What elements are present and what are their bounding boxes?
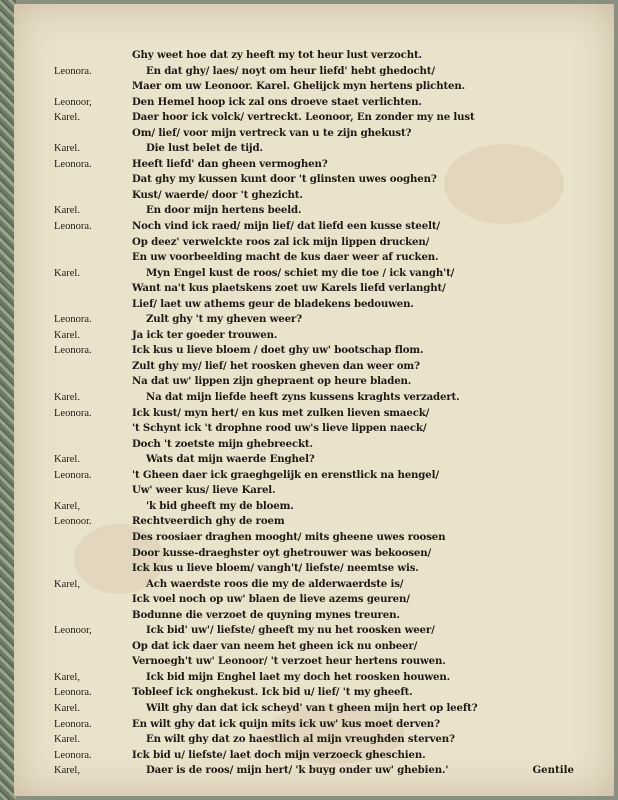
verse-text: Ick voel noch op uw' blaen de lieve azems geuren/ [132, 593, 410, 606]
speaker-name: Leonora. [54, 221, 92, 233]
verse-text: Heeft liefd' dan gheen vermoghen? [132, 157, 328, 170]
speaker-name: Karel. [54, 454, 80, 466]
speaker-name: Leonora. [54, 314, 92, 326]
speaker-name: Karel. [54, 392, 80, 404]
verse-text: Noch vind ick raed/ mijn lief/ dat liefd een kusse steelt/ [132, 220, 440, 233]
speaker-name: Leonora. [54, 469, 92, 481]
dialogue-line [54, 297, 574, 313]
speaker-name: Karel, [54, 765, 80, 777]
dialogue-line [54, 79, 574, 95]
dialogue-line [54, 406, 574, 422]
verse-text: Den Hemel hoop ick zal ons droeve staet verlichten. [132, 95, 422, 108]
dialogue-line [54, 483, 574, 499]
dialogue-line [54, 701, 574, 717]
speaker-name: Leonora. [54, 345, 92, 357]
verse-text: En door mijn hertens beeld. [146, 204, 302, 217]
dialogue-line [54, 266, 574, 282]
verse-text: Door kusse-draeghster oyt ghetrouwer was bekoosen/ [132, 546, 432, 559]
dialogue-text [54, 48, 574, 779]
dialogue-line [54, 250, 574, 266]
verse-text: 't Schynt ick 't drophne rood uw's lieve lippen naeck/ [132, 422, 427, 435]
speaker-name: Leonoor, [54, 625, 92, 637]
catchword: Gentile [532, 764, 574, 777]
verse-text: En uw voorbeelding macht de kus daer weer af rucken. [132, 251, 439, 264]
dialogue-line [54, 592, 574, 608]
verse-text: En wilt ghy dat ick quijn mits ick uw' kus moet derven? [132, 717, 440, 730]
verse-text: Daer hoor ick volck/ vertreckt. Leonoor, En zonder my ne lust [132, 111, 475, 124]
verse-text: Vernoegh't uw' Leonoor/ 't verzoet heur hertens rouwen. [132, 655, 446, 668]
dialogue-line [54, 717, 574, 733]
verse-text: Lief/ laet uw athems geur de bladekens bedouwen. [132, 297, 414, 310]
verse-text: Dat ghy my kussen kunt door 't glinsten uwes ooghen? [132, 173, 437, 186]
verse-text: Uw' weer kus/ lieve Karel. [132, 484, 276, 497]
speaker-name: Karel. [54, 112, 80, 124]
dialogue-line [54, 219, 574, 235]
dialogue-line [54, 763, 574, 779]
dialogue-line [54, 670, 574, 686]
dialogue-line [54, 359, 574, 375]
dialogue-line [54, 172, 574, 188]
dialogue-line [54, 748, 574, 764]
speaker-name: Leonora. [54, 65, 92, 77]
verse-text: Maer om uw Leonoor. Karel. Ghelijck myn hertens plichten. [132, 80, 466, 93]
verse-text: Daer is de roos/ mijn hert/ 'k buyg onder uw' ghebien.' [146, 764, 449, 777]
verse-text: Die lust belet de tijd. [146, 142, 263, 155]
verse-text: Ick bid' uw'/ liefste/ gheeft my nu het roosken weer/ [146, 624, 435, 637]
dialogue-line [54, 390, 574, 406]
dialogue-line [54, 328, 574, 344]
verse-text: Om/ lief/ voor mijn vertreck van u te zijn ghekust? [132, 126, 412, 139]
dialogue-line [54, 623, 574, 639]
dialogue-line [54, 421, 574, 437]
speaker-name: Leonora. [54, 718, 92, 730]
verse-text: Ick kus u lieve bloem/ vangh't/ liefste/ neemtse wis. [132, 562, 419, 575]
verse-text: Ja ick ter goeder trouwen. [132, 328, 278, 341]
dialogue-line [54, 157, 574, 173]
speaker-name: Leonora. [54, 749, 92, 761]
speaker-name: Leonoor, [54, 96, 92, 108]
dialogue-line [54, 452, 574, 468]
dialogue-line [54, 561, 574, 577]
verse-text: Myn Engel kust de roos/ schiet my die toe / ick vangh't/ [146, 266, 455, 279]
verse-text: Na dat mijn liefde heeft zyns kussens kraghts verzadert. [146, 391, 460, 404]
dialogue-line [54, 499, 574, 515]
verse-text: Tobleef ick onghekust. Ick bid u/ lief/ 't my gheeft. [132, 686, 413, 699]
dialogue-line [54, 141, 574, 157]
verse-text: Kust/ waerde/ door 't ghezicht. [132, 188, 303, 201]
verse-text: En wilt ghy dat zo haestlich al mijn vreughden sterven? [146, 733, 455, 746]
dialogue-line [54, 514, 574, 530]
dialogue-line [54, 343, 574, 359]
dialogue-line [54, 95, 574, 111]
dialogue-line [54, 64, 574, 80]
verse-text: En dat ghy/ laes/ noyt om heur liefd' hebt ghedocht/ [146, 64, 435, 77]
dialogue-line [54, 312, 574, 328]
dialogue-line [54, 468, 574, 484]
verse-text: Wats dat mijn waerde Enghel? [146, 453, 315, 466]
verse-text: Des roosiaer draghen mooght/ mits gheene uwes roosen [132, 530, 446, 543]
verse-text: 't Gheen daer ick graeghgelijk en erenstlick na hengel/ [132, 468, 439, 481]
verse-text: Zult ghy my/ lief/ het roosken gheven dan weer om? [132, 359, 420, 372]
verse-text: 'k bid gheeft my de bloem. [146, 499, 294, 512]
speaker-name: Karel. [54, 143, 80, 155]
verse-text: Ick bid u/ liefste/ laet doch mijn verzoeck gheschien. [132, 748, 426, 761]
verse-text: Ick bid mijn Enghel laet my doch het roosken houwen. [146, 670, 450, 683]
dialogue-line [54, 685, 574, 701]
speaker-name: Karel. [54, 734, 80, 746]
dialogue-line [54, 437, 574, 453]
speaker-name: Karel, [54, 671, 80, 683]
dialogue-line [54, 639, 574, 655]
verse-text: Ach waerdste roos die my de alderwaerdste is/ [146, 577, 404, 590]
verse-text: Wilt ghy dan dat ick scheyd' van t gheen mijn hert op leeft? [146, 701, 478, 714]
speaker-name: Leonora. [54, 407, 92, 419]
dialogue-line [54, 203, 574, 219]
verse-text: Ghy weet hoe dat zy heeft my tot heur lust verzocht. [132, 49, 422, 61]
verse-text: Op deez' verwelckte roos zal ick mijn lippen drucken/ [132, 235, 430, 248]
dialogue-line [54, 374, 574, 390]
dialogue-line [54, 546, 574, 562]
speaker-name: Karel. [54, 205, 80, 217]
verse-text: Op dat ick daer van neem het gheen ick nu onbeer/ [132, 639, 418, 652]
dialogue-line [54, 110, 574, 126]
book-page [14, 4, 614, 796]
dialogue-line [54, 281, 574, 297]
speaker-name: Leonoor. [54, 516, 92, 528]
verse-text: Bodunne die verzoet de quyning mynes treuren. [132, 608, 400, 621]
dialogue-line [54, 732, 574, 748]
speaker-name: Karel, [54, 500, 80, 512]
verse-text: Doch 't zoetste mijn ghebreeckt. [132, 437, 313, 450]
verse-text: Zult ghy 't my gheven weer? [146, 313, 302, 326]
dialogue-line [54, 126, 574, 142]
speaker-name: Karel. [54, 267, 80, 279]
dialogue-line [54, 654, 574, 670]
dialogue-line [54, 530, 574, 546]
verse-text: Ick kus u lieve bloem / doet ghy uw' bootschap flom. [132, 344, 424, 357]
dialogue-line [54, 577, 574, 593]
dialogue-line [54, 48, 574, 64]
verse-text: Rechtveerdich ghy de roem [132, 515, 285, 528]
speaker-name: Leonora. [54, 687, 92, 699]
dialogue-line [54, 608, 574, 624]
dialogue-line [54, 235, 574, 251]
dialogue-line [54, 188, 574, 204]
verse-text: Want na't kus plaetskens zoet uw Karels liefd verlanght/ [132, 282, 446, 295]
verse-text: Ick kust/ myn hert/ en kus met zulken lieven smaeck/ [132, 406, 430, 419]
speaker-name: Leonora. [54, 158, 92, 170]
speaker-name: Karel, [54, 578, 80, 590]
verse-text: Na dat uw' lippen zijn ghepraent op heure bladen. [132, 375, 412, 388]
speaker-name: Karel. [54, 329, 80, 341]
speaker-name: Karel. [54, 702, 80, 714]
